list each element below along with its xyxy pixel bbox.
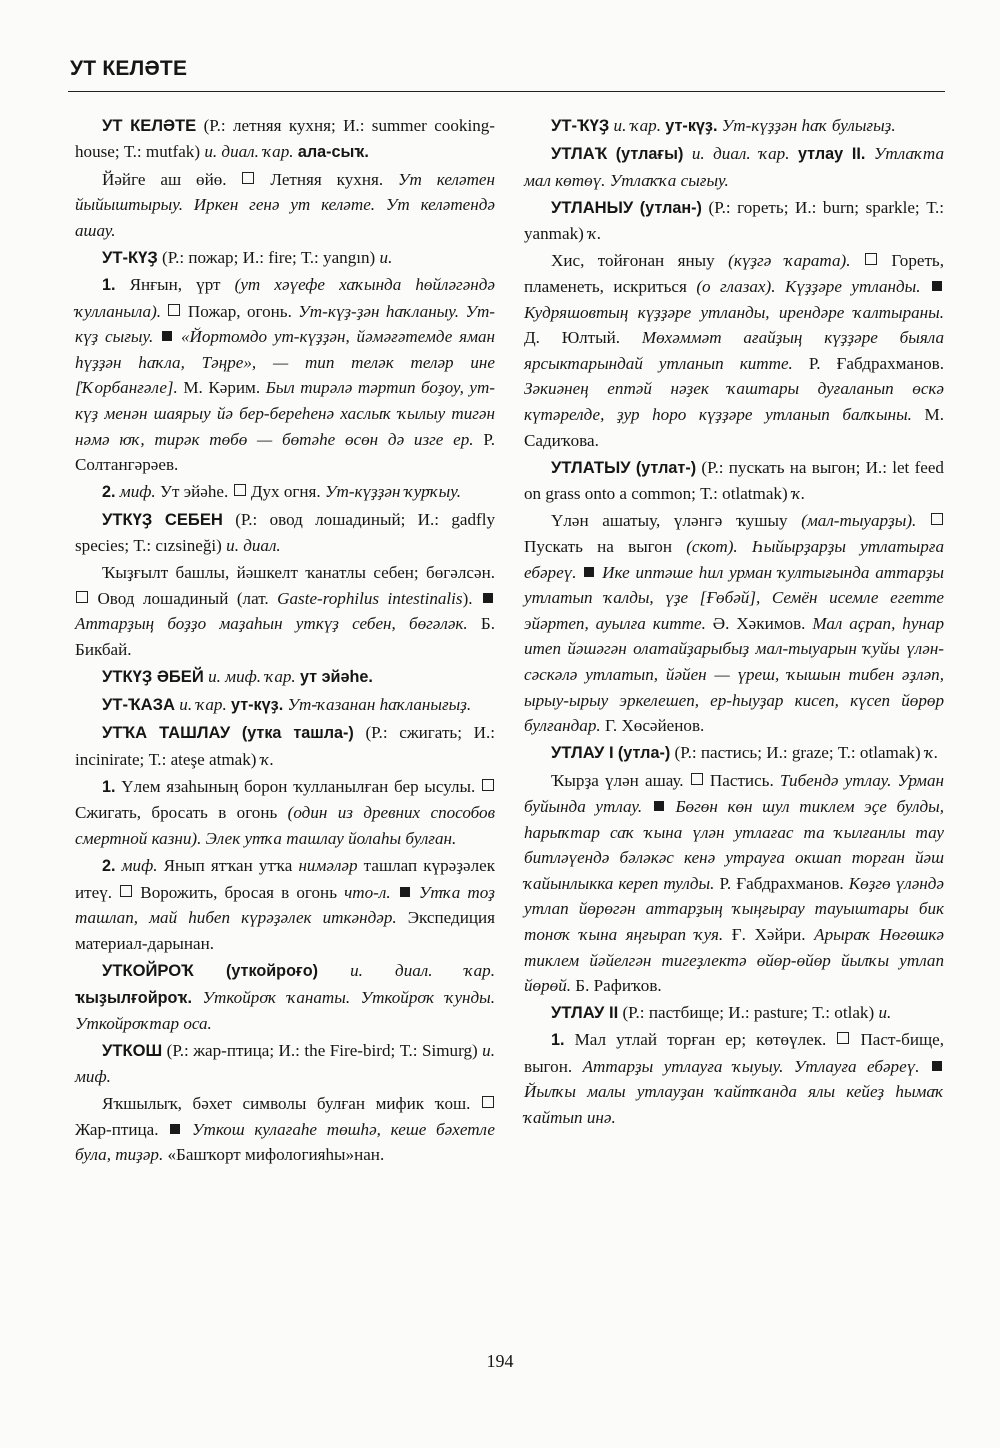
text-run: Пускать на выгон — [524, 537, 687, 556]
white-square-icon — [482, 779, 494, 791]
text-run: (Р.: пожар; И.: fire; Т.: yangın) — [157, 247, 380, 267]
bold-text: ут-күҙ. — [665, 117, 718, 135]
header-rule — [68, 91, 945, 92]
text-run — [865, 144, 873, 163]
text-run: Үлән ашатыу, үләнгә ҡушыу — [551, 511, 802, 531]
italic-text: Gaste-rophilus intestinalis — [277, 588, 463, 608]
italic-text: Мөхәммәт ағайҙың күҙҙәре быяла ярсыктарындай утланып китте. — [524, 328, 944, 373]
black-square-icon — [483, 593, 493, 603]
text-run — [318, 961, 350, 980]
dictionary-entry — [75, 692, 495, 719]
italic-text: миф. — [119, 482, 156, 502]
italic-text: Көҙгө үләндә утлап йөрөгән аттарҙың ҡыңғырау тауыштары бик тоноҡ ҡына яңғырап ҡуя. — [524, 873, 944, 944]
italic-text: и. диал. ҡар. — [350, 961, 496, 980]
headword: УТЛАҠ — [551, 144, 608, 164]
italic-text: ҡ. — [260, 749, 275, 769]
white-square-icon — [76, 591, 88, 603]
dictionary-entry — [524, 195, 944, 247]
text-run: Р. Ғабдрахманов. — [714, 873, 849, 893]
white-square-icon — [865, 253, 877, 265]
text-run — [683, 144, 691, 163]
italic-text: и. диал. — [226, 536, 281, 555]
text-run — [921, 277, 930, 296]
bold-text: 1. — [102, 777, 116, 796]
italic-text: (күҙгә ҡарата). — [728, 251, 851, 271]
headword: УТЛАУ I — [551, 743, 614, 763]
bold-text: (утла-) — [617, 744, 671, 763]
italic-text: и. диал. ҡар. — [204, 141, 294, 161]
text-run — [577, 563, 583, 582]
text-run — [916, 511, 930, 530]
italic-text: Кудряшовтың күҙҙәре утланды, ирендәре ҡалтыраны. — [524, 302, 944, 322]
italic-text: и. — [379, 247, 393, 267]
text-run: (Р.: сжигать; И.: incinirate; Т.: ateşe atmak) — [75, 723, 495, 769]
text-run: (Р.: пастбище; И.: pasture; Т.: otlak) — [618, 1003, 879, 1023]
text-run — [194, 961, 226, 980]
dictionary-entry — [75, 113, 495, 165]
page-number: 194 — [486, 1351, 514, 1371]
white-square-icon — [482, 1096, 494, 1108]
text-run: Йәйге аш өйө. — [102, 169, 242, 189]
text-run: Ворожить, бросая в огонь — [133, 882, 345, 902]
italic-text: Йылҡы малы утлауҙан ҡайтҡанда ялы кейеҙ һымаҡ ҡайтып инә. — [524, 1082, 944, 1128]
bold-text: 2. — [102, 483, 116, 502]
text-run: (Р.: овод лошадиный; И.: gadfly species; Т.: cızsineği) — [75, 510, 495, 555]
bold-text: утлау II. — [797, 145, 866, 164]
text-run — [192, 988, 202, 1007]
text-run — [412, 883, 419, 902]
italic-text: и. ҡар. — [179, 695, 227, 715]
dictionary-entry — [75, 664, 495, 691]
entry-paragraph — [524, 1027, 944, 1130]
italic-text: и. — [878, 1003, 892, 1023]
text-run — [174, 327, 181, 346]
text-run — [642, 797, 652, 816]
text-run: (Р.: пускать на выгон; И.: let feed on grass onto a common; Т.: otlatmak) — [524, 457, 944, 504]
white-square-icon — [691, 773, 703, 785]
dictionary-entry — [75, 1038, 495, 1089]
bold-text: 1. — [551, 1031, 565, 1050]
bold-text: 2. — [102, 857, 116, 876]
italic-text: «Йортомдо ут-күҙҙән, йәмәғәтемде яман һүҙҙән һаҡла, Тәңре», — тип теләк теләр ине [Ҡорбанғәле]. — [75, 327, 496, 398]
text-run: М. Кәрим. — [177, 378, 266, 398]
italic-text: (скот). Һыйырҙарҙы утлатырға ебәреү. — [524, 537, 945, 582]
entry-paragraph — [75, 272, 495, 478]
dictionary-entry — [75, 507, 495, 558]
italic-text: Уткойроҡ ҡанаты. Уткойроҡ ҡунды. Уткойроҡтар оса. — [75, 987, 496, 1034]
italic-text: (один из древних способов смертной казни). Элек утҡа ташлау йолаһы булған. — [75, 803, 496, 849]
text-run: М. Садиҡова. — [524, 405, 944, 450]
italic-text: (о глазах). Күҙҙәре утланды. — [696, 277, 921, 297]
text-run — [920, 1057, 930, 1076]
entry-paragraph — [75, 560, 495, 662]
italic-text: Ут-күҙ-ҙән һаҡланыу. Ут-күҙ сығыу. — [75, 301, 495, 347]
dictionary-entry — [524, 141, 944, 193]
text-run: Дух огня. — [246, 482, 325, 502]
text-run: Д. Юлтый. — [524, 328, 642, 348]
bold-text: ала-сыҡ. — [297, 142, 369, 161]
italic-text: Аттарҙың боҙҙо маҙаһын уткүҙ себен, бөгәләк. — [75, 614, 468, 634]
italic-text: и. ҡар. — [613, 116, 662, 135]
text-run: (Р.: летняя кухня; И.: summer cooking-house; Т.: mutfak) — [75, 116, 495, 161]
text-run: Г. Хөсәйенов. — [600, 716, 705, 736]
italic-text: Ут келәтен йыйыштырыу. Иркен генә ут келәте. Ут келәтендә ашау. — [75, 169, 495, 240]
running-head: УТ КЕЛӘТЕ — [70, 57, 188, 80]
headword: УТКОШ — [102, 1041, 163, 1061]
text-run: «Башҡорт мифологияһы»нан. — [163, 1145, 385, 1165]
text-run: Летняя кухня. — [255, 169, 399, 189]
headword: УТ-ҠАЗА — [102, 695, 175, 715]
italic-text: и. диал. ҡар. — [691, 144, 790, 164]
text-run: Жар-птица. — [75, 1119, 169, 1139]
text-run: Экспедиция материал-дарынан. — [75, 908, 495, 953]
text-run: Яҡшылыҡ, бәхет символы булған мифик ҡош. — [102, 1093, 481, 1113]
text-run — [850, 251, 863, 270]
right-column — [524, 113, 944, 1132]
text-run: Р. Солтангәрәев. — [75, 429, 495, 475]
text-run: Овод лошадиный (лат. — [89, 588, 278, 608]
dictionary-entry — [75, 245, 495, 271]
white-square-icon — [837, 1032, 849, 1044]
text-run: Үлем язаһының борон ҡулланылған бер ысулы. — [115, 776, 481, 796]
entry-paragraph — [524, 508, 944, 738]
italic-text: Уткош кулағаһе төшһә, кеше бәхетле була, тиҙәр. — [75, 1119, 496, 1165]
white-square-icon — [234, 484, 246, 496]
italic-text: Зәкиәнең ептәй нәҙек ҡаштары дуғаланып өскә күтәрелде, ҙур һоро күҙҙәре утланып балҡыны. — [524, 379, 944, 425]
headword: УТЛАТЫУ — [551, 457, 631, 477]
headword: УТ-КҮҘ — [102, 247, 158, 267]
dictionary-entry — [524, 1000, 944, 1026]
text-run: Ут эйәһе. — [155, 482, 233, 502]
headword: УТҠА ТАШЛАУ — [102, 723, 231, 743]
black-square-icon — [400, 887, 410, 897]
bold-text: ут эйәһе. — [299, 667, 373, 686]
text-run: Хис, тойғонан яныу — [551, 251, 729, 271]
text-run: Б. Рафиҡов. — [571, 976, 662, 996]
dictionary-entry — [75, 720, 495, 772]
dictionary-entry — [524, 740, 944, 767]
black-square-icon — [162, 331, 172, 341]
text-run: (Р.: гореть; И.: burn; sparkle; Т.: yanmak) — [524, 197, 944, 244]
black-square-icon — [654, 801, 664, 811]
left-column — [75, 113, 495, 1169]
white-square-icon — [168, 304, 180, 316]
text-run: Р. Ғабдрахманов. — [792, 353, 944, 373]
entry-paragraph — [75, 167, 495, 244]
entry-paragraph — [524, 248, 944, 453]
bold-text: (утлағы) — [615, 145, 684, 164]
italic-text: Аттарҙы утлауға ҡыуыу. Утлауға ебәреү. — [582, 1056, 920, 1076]
text-run: Пастись. — [703, 771, 780, 791]
italic-text: и. миф. ҡар. — [208, 666, 296, 686]
text-run: Мал утлай торған ер; көтөүлек. — [564, 1030, 837, 1050]
bold-text: ут-күҙ. — [231, 696, 284, 715]
text-run: Ғ. Хәйри. — [723, 924, 815, 944]
bold-text: (утка ташла-) — [241, 724, 354, 743]
text-run — [391, 883, 398, 902]
text-run: ташлап күрәҙәлек итеү. — [75, 856, 496, 902]
dictionary-entry — [524, 455, 944, 507]
entry-paragraph — [524, 768, 944, 998]
italic-text: Ике иптәше һил урман ҡултығында аттарҙы утлатып ҡалды, үҙе [Ғөбәй], Семён исемле егетте эйәртеп, ауылға китте. — [524, 562, 945, 633]
italic-text: (мал-тыуарҙы). — [801, 511, 917, 531]
italic-text: и. миф. — [75, 1041, 495, 1086]
text-run: Сжигать, бросать в огонь — [75, 803, 288, 823]
entry-paragraph — [75, 479, 495, 506]
text-run: (Р.: пастись; И.: graze; Т.: otlamak) — [670, 743, 925, 763]
dictionary-entry — [75, 958, 495, 1037]
italic-text: (ут хәүефе хаҡында һөйләгәндә ҡулланыла). — [75, 275, 495, 321]
white-square-icon — [931, 513, 943, 525]
headword: УТЛАУ II — [551, 1003, 619, 1023]
italic-text: Бөгөн көн шул тиклем эҫе булды, һарыҡтар саҡ ҡына үлән утлағас та ҡылғанлы тау битләүендә бәләкәс кенә утрауға окшап торған йәш ҡайынлыкка кереп тулды. — [524, 796, 944, 893]
headword: УТКҮҘ СЕБЕН — [102, 510, 223, 530]
text-run: Гореть, пламенеть, искриться — [524, 251, 944, 297]
text-run: Ҡырҙа үлән ашау. — [551, 771, 690, 791]
italic-text: Ут-күҙҙән ҡурҡыу. — [324, 482, 462, 502]
italic-text: Ут-ҡазанан һаҡланығыҙ. — [287, 695, 472, 715]
text-run: ). — [462, 588, 481, 608]
black-square-icon — [932, 1061, 942, 1071]
italic-text: Тибендә утлау. Урман буйында утлау. — [524, 771, 944, 816]
bold-text: (утлат-) — [635, 458, 697, 477]
headword: УТКҮҘ ӘБЕЙ — [102, 666, 204, 686]
text-run: Ә. Хәкимов. — [705, 613, 813, 633]
bold-text: 1. — [102, 276, 116, 295]
text-run — [153, 327, 160, 346]
text-run: (Р.: жар-птица; И.: the Fire-bird; Т.: Simurg) — [162, 1041, 483, 1061]
text-run — [607, 144, 615, 163]
headword: УТ КЕЛӘТЕ — [102, 116, 197, 135]
text-run: Б. Бикбай. — [75, 614, 495, 659]
italic-text: Был тирәлә тәртип боҙоу, ут-күҙ менән шаярыу йә бер-береһенә хаслыҡ ҡылыу тигән нәмә юҡ, тирәк төбө — бөтәһе өсөн дә изге ер. — [75, 378, 495, 449]
entry-paragraph — [75, 1091, 495, 1168]
dictionary-entry — [524, 113, 944, 140]
white-square-icon — [120, 885, 132, 897]
black-square-icon — [170, 1124, 180, 1134]
text-run: Паст-бище, выгон. — [524, 1030, 944, 1076]
entry-paragraph — [75, 853, 495, 956]
text-run: Ҡыҙғылт башлы, йәшкелт ҡанатлы себен; бөгәлсән. — [102, 563, 495, 583]
italic-text: ҡ. — [791, 484, 806, 504]
bold-text: ҡыҙылғойроҡ. — [75, 988, 193, 1007]
italic-text: Арыраҡ Нөгөшкә тиклем йәйелгән тигеҙлектә өйөр-өйөр йылҡы утлап йөрөй. — [524, 924, 945, 996]
text-run — [230, 723, 242, 742]
italic-text: ҡ. — [924, 743, 939, 763]
italic-text: Мал аҫрап, һунар итеп йәшәгән олатайҙарыбыҙ мал-тыуарын ҡуйы үлән-сәскәлә утлатып, йәйен — үреш, ҡышын тибен әҙләп, ырыу-ырыу эркелешеп, ер-һыуҙар кисеп, күсеп йөрөр булғандар. — [524, 613, 944, 736]
black-square-icon — [584, 567, 594, 577]
text-run: Янғын, үрт — [115, 275, 235, 295]
entry-paragraph — [75, 774, 495, 852]
italic-text: нимәләр — [298, 856, 358, 876]
bold-text: (утлан-) — [639, 198, 702, 217]
italic-text: ҡ. — [588, 224, 602, 244]
italic-text: Ут-күҙҙән һаҡ булығыҙ. — [721, 116, 896, 135]
headword: УТЛАНЫУ — [551, 197, 634, 217]
text-run: Янып ятҡан утҡа — [157, 856, 299, 876]
text-run: Пожар, огонь. — [181, 301, 299, 321]
bold-text: (уткойроғо) — [225, 962, 318, 980]
text-run — [789, 144, 797, 163]
headword: УТ-ҠҮҘ — [551, 116, 610, 135]
headword: УТКОЙРОҠ — [102, 961, 194, 980]
black-square-icon — [932, 281, 942, 291]
text-run — [161, 302, 167, 321]
italic-text: что-л. — [344, 882, 391, 902]
text-run — [182, 1120, 192, 1139]
italic-text: миф. — [121, 856, 158, 876]
italic-text: Утҡа тоҙ ташлап, май һибеп күрәҙәлек иткәндәр. — [75, 882, 495, 928]
italic-text: Утлаҡта мал көтөү. Утлаҡҡа сығыу. — [524, 144, 945, 190]
white-square-icon — [242, 172, 254, 184]
